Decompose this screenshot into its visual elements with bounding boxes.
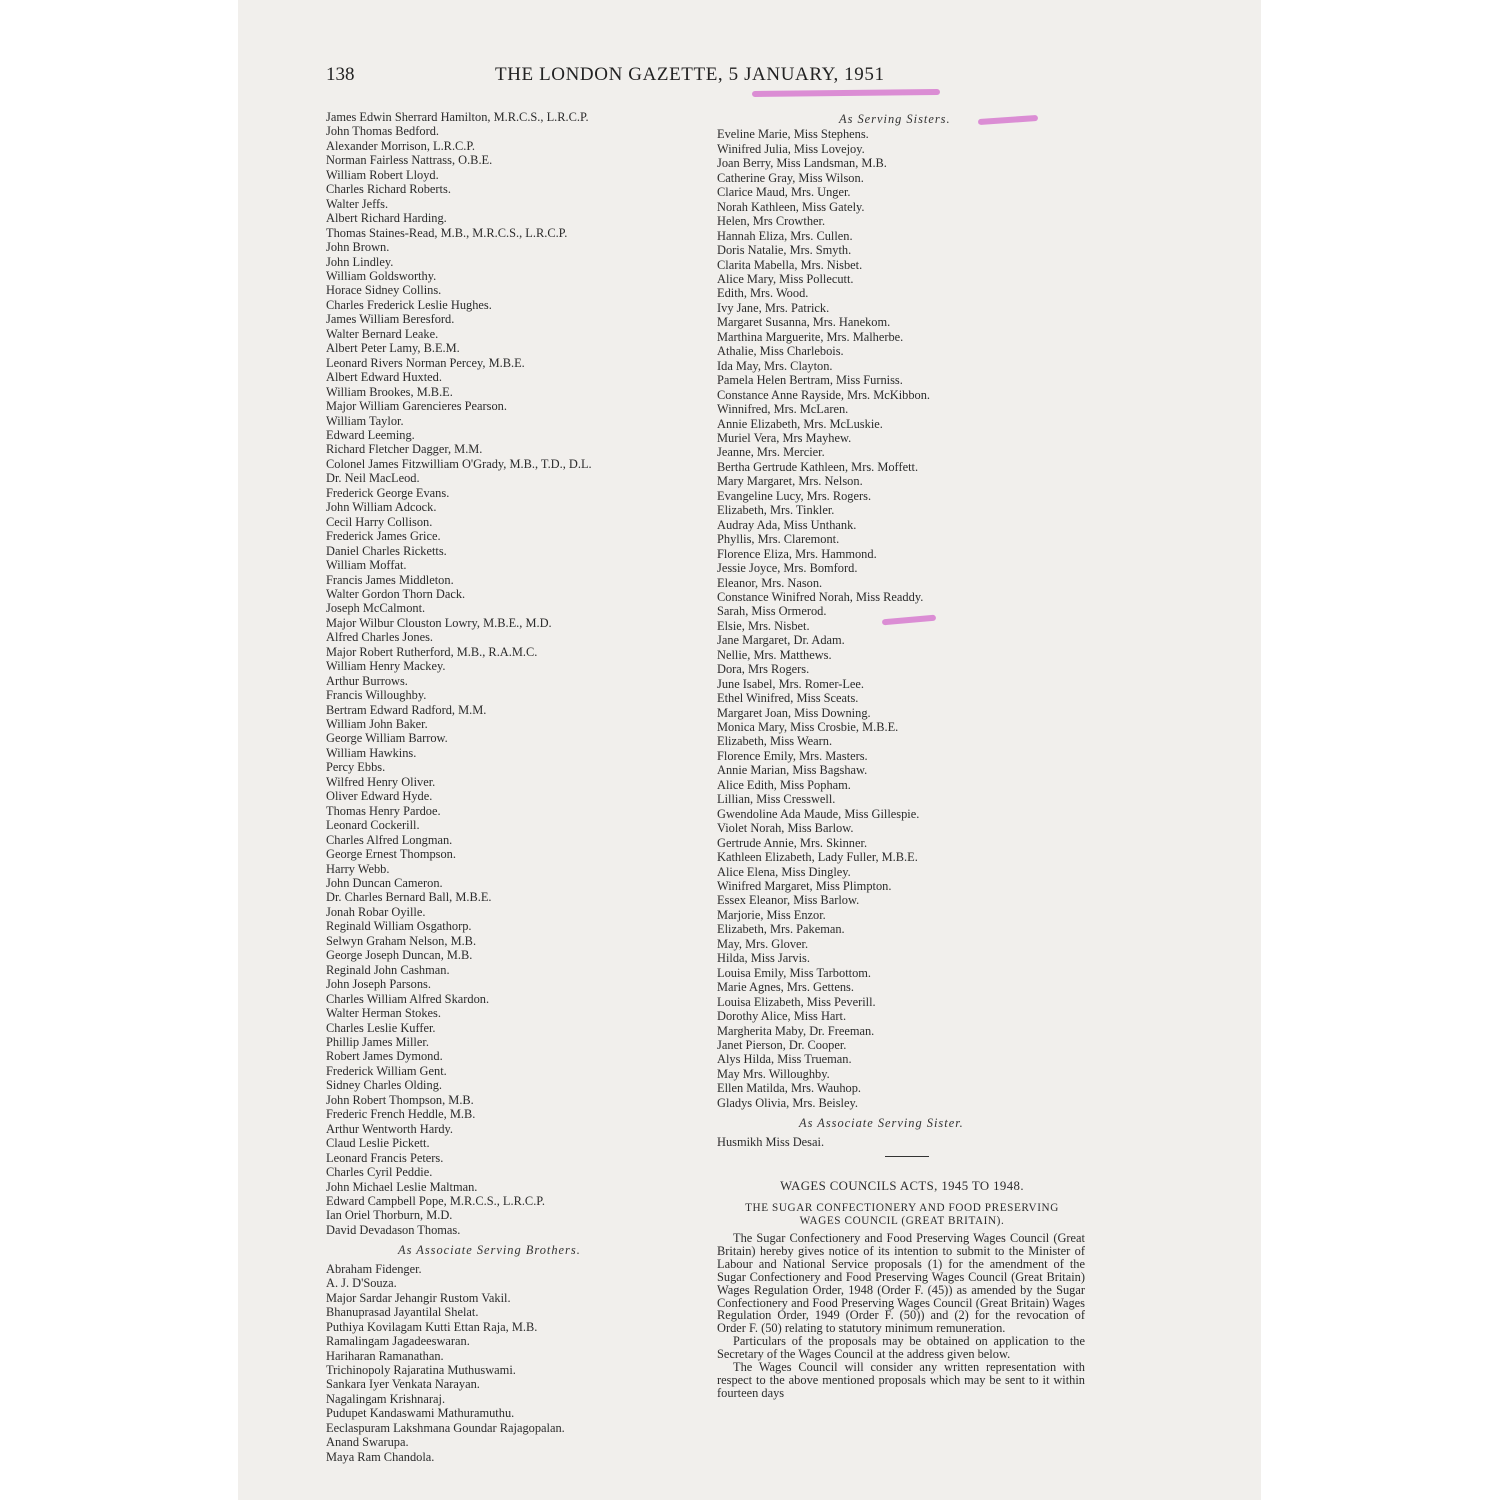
list-entry: Dora, Mrs Rogers. [717, 662, 810, 677]
list-entry: John William Adcock. [326, 500, 437, 515]
list-entry: Ramalingam Jagadeeswaran. [326, 1334, 470, 1349]
list-entry: William Goldsworthy. [326, 268, 437, 283]
list-entry: William Brookes, M.B.E. [326, 384, 453, 399]
notice-paragraph: The Sugar Confectionery and Food Preserving Wages Council (Great Britain) hereby gives notice of its intention to submit to the Minister of Labour and National Service proposals (1) for the amendment of the Sugar Confectionery and Food Preserving Wages Council (Great Britain) Wages Regulation Order, 1948 (Order F. (45)) as amended by the Sugar Confectionery and Food Preserving Wages Council (Great Britain) Wages Regulation Order, 1949 (Order F. (50)) and (2) for the revocation of Order F. (50) relating to statutory minimum remuneration. [717, 1231, 1085, 1336]
list-entry: Albert Peter Lamy, B.E.M. [326, 341, 460, 356]
list-entry: Constance Winifred Norah, Miss Readdy. [717, 589, 924, 604]
list-entry: Wilfred Henry Oliver. [326, 774, 436, 789]
list-entry: David Devadason Thomas. [326, 1222, 461, 1237]
list-entry: Phyllis, Mrs. Claremont. [717, 532, 840, 547]
list-entry: Alice Edith, Miss Popham. [717, 777, 851, 792]
list-entry: Percy Ebbs. [326, 760, 386, 775]
list-entry: Arthur Wentworth Hardy. [326, 1121, 454, 1136]
list-entry: Elsie, Mrs. Nisbet. [717, 618, 810, 633]
list-entry: Thomas Henry Pardoe. [326, 803, 441, 818]
list-entry: Pamela Helen Bertram, Miss Furniss. [717, 373, 903, 388]
list-entry: Helen, Mrs Crowther. [717, 214, 826, 229]
list-entry: Horace Sidney Collins. [326, 283, 442, 298]
list-entry: Louisa Elizabeth, Miss Peverill. [717, 994, 876, 1009]
list-entry: Violet Norah, Miss Barlow. [717, 821, 854, 836]
list-entry: Alfred Charles Jones. [326, 630, 434, 645]
list-entry: Ian Oriel Thorburn, M.D. [326, 1208, 453, 1223]
list-entry: Charles Alfred Longman. [326, 832, 453, 847]
notice-subtitle-line: THE SUGAR CONFECTIONERY AND FOOD PRESERVING [745, 1201, 1059, 1214]
list-entry: Catherine Gray, Miss Wilson. [717, 170, 864, 185]
list-entry: Frederick James Grice. [326, 529, 441, 544]
list-entry: Arthur Burrows. [326, 673, 408, 688]
list-entry: Richard Fletcher Dagger, M.M. [326, 442, 483, 457]
notice-title: WAGES COUNCILS ACTS, 1945 TO 1948. [780, 1179, 1024, 1194]
list-entry: Charles Frederick Leslie Hughes. [326, 297, 492, 312]
list-entry: John Michael Leslie Maltman. [326, 1179, 478, 1194]
list-entry: Joseph McCalmont. [326, 601, 426, 616]
list-entry: Leonard Francis Peters. [326, 1150, 444, 1165]
list-entry: Trichinopoly Rajaratina Muthuswami. [326, 1362, 516, 1377]
associate-serving-sister-heading: As Associate Serving Sister. [799, 1116, 964, 1131]
list-entry: Monica Mary, Miss Crosbie, M.B.E. [717, 720, 899, 735]
list-entry: Mary Margaret, Mrs. Nelson. [717, 474, 863, 489]
list-entry: Jeanne, Mrs. Mercier. [717, 445, 825, 460]
list-entry: Dr. Charles Bernard Ball, M.B.E. [326, 890, 492, 905]
list-entry: Reginald William Osgathorp. [326, 919, 472, 934]
list-entry: Major Sardar Jehangir Rustom Vakil. [326, 1290, 511, 1305]
list-entry: Major Wilbur Clouston Lowry, M.B.E., M.D. [326, 615, 552, 630]
list-entry: Bertram Edward Radford, M.M. [326, 702, 487, 717]
list-entry: Janet Pierson, Dr. Cooper. [717, 1038, 847, 1052]
list-entry: John Lindley. [326, 254, 394, 269]
list-entry: Leonard Cockerill. [326, 818, 420, 833]
list-entry: Florence Eliza, Mrs. Hammond. [717, 546, 877, 561]
list-entry: Dorothy Alice, Miss Hart. [717, 1009, 847, 1024]
list-entry: Charles Richard Roberts. [326, 182, 451, 197]
list-entry: Margaret Susanna, Mrs. Hanekom. [717, 315, 891, 330]
list-entry: Winnifred, Mrs. McLaren. [717, 402, 849, 417]
list-entry: Norah Kathleen, Miss Gately. [717, 199, 865, 214]
list-entry: Walter Jeffs. [326, 196, 389, 211]
list-entry: Clarice Maud, Mrs. Unger. [717, 185, 851, 200]
list-entry: Jane Margaret, Dr. Adam. [717, 633, 845, 648]
list-entry: Ellen Matilda, Mrs. Wauhop. [717, 1081, 861, 1096]
list-entry: Major William Garencieres Pearson. [326, 399, 507, 414]
left-column [326, 110, 696, 1464]
list-entry: Elizabeth, Miss Wearn. [717, 734, 833, 749]
list-entry: Phillip James Miller. [326, 1035, 429, 1049]
list-entry: Pudupet Kandaswami Mathuramuthu. [326, 1406, 515, 1421]
list-entry: Evangeline Lucy, Mrs. Rogers. [717, 488, 872, 503]
list-entry: Dr. Neil MacLeod. [326, 471, 420, 486]
list-entry: Essex Eleanor, Miss Barlow. [717, 893, 860, 908]
list-entry: Reginald John Cashman. [326, 962, 450, 977]
associate-serving-sister-list [717, 1135, 1087, 1149]
list-entry: A. J. D'Souza. [326, 1276, 397, 1291]
list-entry: Louisa Emily, Miss Tarbottom. [717, 965, 872, 980]
notice-paragraph: The Wages Council will consider any written representation with respect to the above mentioned proposals which may be sent to it within fourteen days [717, 1360, 1085, 1400]
serving-sisters-list [717, 127, 1087, 1110]
serving-brothers-list [326, 110, 696, 1237]
gazette-masthead: THE LONDON GAZETTE, 5 JANUARY, 1951 [495, 64, 885, 85]
list-entry: Francis Willoughby. [326, 688, 427, 703]
list-entry: Abraham Fidenger. [326, 1261, 422, 1276]
list-entry: Leonard Rivers Norman Percey, M.B.E. [326, 355, 525, 370]
list-entry: Gladys Olivia, Mrs. Beisley. [717, 1095, 858, 1110]
list-entry: Thomas Staines-Read, M.B., M.R.C.S., L.R.C.P. [326, 225, 568, 240]
list-entry: Hilda, Miss Jarvis. [717, 951, 810, 966]
list-entry: Elizabeth, Mrs. Pakeman. [717, 922, 845, 937]
list-entry: Walter Bernard Leake. [326, 326, 439, 341]
list-entry: Bertha Gertrude Kathleen, Mrs. Moffett. [717, 459, 919, 474]
list-entry: Jonah Robar Oyille. [326, 904, 426, 919]
list-entry: Major Robert Rutherford, M.B., R.A.M.C. [326, 644, 538, 659]
list-entry: Marie Agnes, Mrs. Gettens. [717, 980, 854, 995]
list-entry: Maya Ram Chandola. [326, 1449, 435, 1464]
list-entry: Ivy Jane, Mrs. Patrick. [717, 300, 830, 315]
section-divider [885, 1156, 929, 1157]
list-entry: William Henry Mackey. [326, 659, 446, 674]
list-entry: Frederick George Evans. [326, 485, 450, 500]
list-entry: Florence Emily, Mrs. Masters. [717, 748, 868, 763]
list-entry: Edward Campbell Pope, M.R.C.S., L.R.C.P. [326, 1193, 545, 1208]
list-entry: Albert Edward Huxted. [326, 370, 442, 385]
list-entry: Annie Elizabeth, Mrs. McLuskie. [717, 416, 883, 431]
serving-sisters-heading: As Serving Sisters. [839, 112, 951, 126]
list-entry: James William Beresford. [326, 312, 455, 327]
list-entry: Doris Natalie, Mrs. Smyth. [717, 243, 852, 258]
list-entry: Walter Herman Stokes. [326, 1006, 441, 1021]
list-entry: Annie Marian, Miss Bagshaw. [717, 763, 868, 778]
list-entry: John Robert Thompson, M.B. [326, 1092, 474, 1107]
list-entry: Marjorie, Miss Enzor. [717, 907, 826, 922]
notice-paragraph: Particulars of the proposals may be obtained on application to the Secretary of the Wages Council at the address given below. [717, 1334, 1085, 1362]
list-entry: John Brown. [326, 240, 390, 255]
list-entry: May, Mrs. Glover. [717, 936, 809, 951]
list-entry: Constance Anne Rayside, Mrs. McKibbon. [717, 387, 931, 402]
notice-body [717, 1232, 1087, 1400]
list-entry: Robert James Dymond. [326, 1049, 443, 1064]
list-entry: Francis James Middleton. [326, 572, 454, 587]
list-entry: Husmikh Miss Desai. [717, 1134, 825, 1149]
list-entry: Selwyn Graham Nelson, M.B. [326, 933, 477, 948]
list-entry: Marthina Marguerite, Mrs. Malherbe. [717, 329, 904, 344]
associate-serving-brothers-list [326, 1262, 696, 1464]
list-entry: Harry Webb. [326, 861, 390, 876]
page-number: 138 [326, 64, 355, 85]
list-entry: Eveline Marie, Miss Stephens. [717, 127, 869, 142]
list-entry: Elizabeth, Mrs. Tinkler. [717, 503, 835, 518]
list-entry: Ida May, Mrs. Clayton. [717, 358, 833, 373]
list-entry: Charles William Alfred Skardon. [326, 991, 490, 1006]
list-entry: Muriel Vera, Mrs Mayhew. [717, 430, 852, 445]
list-entry: Cecil Harry Collison. [326, 514, 433, 529]
list-entry: William Moffat. [326, 558, 407, 573]
list-entry: William John Baker. [326, 717, 428, 732]
list-entry: Walter Gordon Thorn Dack. [326, 586, 466, 601]
list-entry: Frederick William Gent. [326, 1063, 447, 1078]
list-entry: Gertrude Annie, Mrs. Skinner. [717, 835, 868, 850]
list-entry: Claud Leslie Pickett. [326, 1136, 430, 1151]
list-entry: Alys Hilda, Miss Trueman. [717, 1052, 852, 1067]
list-entry: George Joseph Duncan, M.B. [326, 948, 473, 963]
list-entry: Charles Leslie Kuffer. [326, 1020, 436, 1035]
list-entry: Oliver Edward Hyde. [326, 789, 433, 804]
list-entry: Bhanuprasad Jayantilal Shelat. [326, 1305, 479, 1320]
list-entry: Eleanor, Mrs. Nason. [717, 575, 823, 590]
list-entry: Norman Fairless Nattrass, O.B.E. [326, 153, 493, 168]
list-entry: Frederic French Heddle, M.B. [326, 1107, 476, 1122]
list-entry: John Thomas Bedford. [326, 124, 439, 139]
list-entry: Athalie, Miss Charlebois. [717, 344, 844, 359]
list-entry: John Joseph Parsons. [326, 977, 431, 992]
list-entry: Puthiya Kovilagam Kutti Ettan Raja, M.B. [326, 1319, 538, 1334]
list-entry: Alice Elena, Miss Dingley. [717, 864, 851, 879]
right-column [717, 110, 1087, 1400]
list-entry: Kathleen Elizabeth, Lady Fuller, M.B.E. [717, 850, 918, 865]
list-entry: Nellie, Mrs. Matthews. [717, 647, 832, 662]
list-entry: John Duncan Cameron. [326, 876, 443, 891]
list-entry: Hannah Eliza, Mrs. Cullen. [717, 228, 853, 243]
list-entry: Audray Ada, Miss Unthank. [717, 517, 857, 532]
associate-serving-brothers-heading: As Associate Serving Brothers. [398, 1243, 581, 1258]
notice-subtitle [717, 1202, 1087, 1228]
list-entry: William Taylor. [326, 413, 404, 428]
list-entry: Edith, Mrs. Wood. [717, 286, 809, 301]
list-entry: Albert Richard Harding. [326, 211, 447, 226]
list-entry: Sarah, Miss Ormerod. [717, 604, 827, 619]
list-entry: Charles Cyril Peddie. [326, 1165, 433, 1180]
list-entry: George William Barrow. [326, 731, 448, 746]
list-entry: Alexander Morrison, L.R.C.P. [326, 138, 476, 153]
list-entry: Anand Swarupa. [326, 1435, 409, 1450]
notice-subtitle-line: WAGES COUNCIL (GREAT BRITAIN). [799, 1214, 1005, 1227]
list-entry: Winifred Margaret, Miss Plimpton. [717, 879, 892, 894]
list-entry: Lillian, Miss Cresswell. [717, 792, 836, 807]
list-entry: Margherita Maby, Dr. Freeman. [717, 1023, 875, 1038]
list-entry: Joan Berry, Miss Landsman, M.B. [717, 156, 887, 171]
list-entry: Daniel Charles Ricketts. [326, 543, 447, 558]
list-entry: Colonel James Fitzwilliam O'Grady, M.B., T.D., D.L. [326, 456, 592, 471]
list-entry: Margaret Joan, Miss Downing. [717, 705, 871, 720]
list-entry: Gwendoline Ada Maude, Miss Gillespie. [717, 806, 920, 821]
list-entry: Jessie Joyce, Mrs. Bomford. [717, 561, 858, 576]
list-entry: Eeclaspuram Lakshmana Goundar Rajagopalan. [326, 1420, 565, 1435]
list-entry: Sankara Iyer Venkata Narayan. [326, 1377, 480, 1392]
list-entry: Alice Mary, Miss Pollecutt. [717, 271, 854, 286]
list-entry: Clarita Mabella, Mrs. Nisbet. [717, 257, 863, 272]
list-entry: Edward Leeming. [326, 427, 415, 442]
list-entry: Nagalingam Krishnaraj. [326, 1391, 446, 1406]
list-entry: May Mrs. Willoughby. [717, 1066, 830, 1081]
list-entry: Ethel Winifred, Miss Sceats. [717, 691, 859, 706]
list-entry: June Isabel, Mrs. Romer-Lee. [717, 676, 865, 691]
list-entry: James Edwin Sherrard Hamilton, M.R.C.S., L.R.C.P. [326, 110, 589, 124]
list-entry: William Hawkins. [326, 745, 417, 760]
list-entry: William Robert Lloyd. [326, 167, 439, 182]
list-entry: Winifred Julia, Miss Lovejoy. [717, 141, 865, 156]
list-entry: George Ernest Thompson. [326, 847, 456, 862]
list-entry: Hariharan Ramanathan. [326, 1348, 444, 1363]
list-entry: Sidney Charles Olding. [326, 1078, 442, 1093]
